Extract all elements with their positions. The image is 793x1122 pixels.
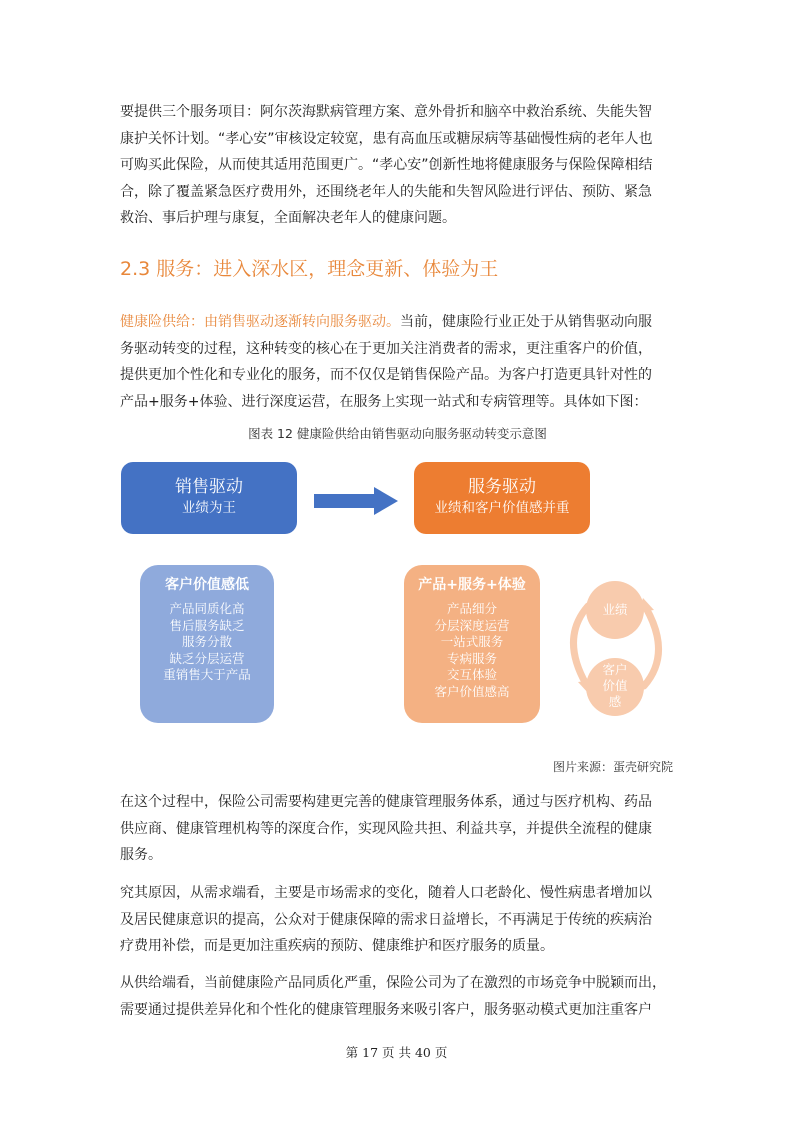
low-value-item: 重销售大于产品 bbox=[163, 667, 251, 682]
low-value-item: 售后服务缺乏 bbox=[169, 617, 245, 633]
supply-line: 务驱动转变的过程，这种转变的核心在于更加关注消费者的需求，更注重客户的价值， bbox=[120, 340, 652, 357]
supply-paragraph bbox=[120, 309, 675, 415]
supply-line: 提供更加个性化和专业化的服务，而不仅仅是销售保险产品。为客户打造更具针对性的 bbox=[120, 367, 652, 383]
service-driven-title: 服务驱动 bbox=[468, 477, 536, 497]
low-value-item: 产品同质化高 bbox=[169, 601, 245, 616]
right-arrow-icon bbox=[312, 486, 402, 516]
process-line: 在这个过程中，保险公司需要构建更完善的健康管理服务体系，通过与医疗机构、药品 bbox=[120, 794, 652, 810]
intro-line: 康护关怀计划。“孝心安”审核设定较宽，患有高血压或糖尿病等基础慢性病的老年人也 bbox=[120, 130, 653, 147]
product-service-card bbox=[404, 565, 540, 723]
demand-paragraph bbox=[120, 880, 675, 960]
customer-value-line: 客户 bbox=[602, 662, 628, 677]
supply-line: 产品+服务+体验、进行深度运营，在服务上实现一站式和专病管理等。具体如下图： bbox=[120, 393, 648, 410]
low-value-card bbox=[140, 565, 274, 723]
figure-caption: 图表 12 健康险供给由销售驱动向服务驱动转变示意图 bbox=[248, 426, 547, 441]
customer-value-line: 感 bbox=[608, 694, 622, 709]
process-line: 供应商、健康管理机构等的深度合作，实现风险共担、利益共享，并提供全流程的健康 bbox=[120, 820, 652, 837]
intro-line: 救治、事后护理与康复，全面解决老年人的健康问题。 bbox=[120, 210, 456, 226]
section-heading: 2.3 服务：进入深水区，理念更新、体验为王 bbox=[120, 258, 499, 280]
customer-value-circle bbox=[586, 658, 644, 716]
product-service-item: 客户价值感高 bbox=[434, 683, 510, 699]
low-value-title: 客户价值感低 bbox=[165, 577, 249, 593]
supply-side-line: 从供给端看，当前健康险产品同质化严重，保险公司为了在激烈的市场竞争中脱颖而出， bbox=[120, 975, 666, 991]
demand-line: 疗费用补偿，而是更加注重疾病的预防、健康维护和医疗服务的质量。 bbox=[120, 938, 554, 954]
service-driven-subtitle: 业绩和客户价值感并重 bbox=[434, 500, 570, 516]
supply-side-line: 需要通过提供差异化和个性化的健康管理服务来吸引客户，服务驱动模式更加注重客户 bbox=[120, 1001, 652, 1018]
supply-line-rest: 当前，健康险行业正处于从销售驱动向服 bbox=[400, 314, 652, 330]
product-service-item: 交互体验 bbox=[446, 667, 497, 682]
process-line: 服务。 bbox=[120, 847, 162, 863]
product-service-item: 分层深度运营 bbox=[434, 617, 510, 633]
supply-side-paragraph bbox=[120, 970, 675, 1023]
demand-line: 及居民健康意识的提高，公众对于健康保障的需求日益增长，不再满足于传统的疾病治 bbox=[120, 911, 652, 928]
performance-circle: 业绩 bbox=[586, 581, 644, 639]
customer-value-line: 价值 bbox=[602, 678, 628, 693]
process-paragraph bbox=[120, 789, 675, 869]
supply-line bbox=[120, 309, 675, 336]
sales-driven-subtitle: 业绩为王 bbox=[182, 500, 236, 516]
supply-lead-text: 健康险供给：由销售驱动逐渐转向服务驱动。 bbox=[120, 314, 400, 330]
product-service-item: 产品细分 bbox=[446, 601, 497, 616]
figure-source: 图片来源：蛋壳研究院 bbox=[552, 760, 673, 774]
service-driven-box bbox=[414, 462, 590, 534]
intro-paragraph bbox=[120, 99, 675, 232]
product-service-item: 专病服务 bbox=[446, 650, 497, 666]
sales-driven-box bbox=[121, 462, 297, 534]
intro-line: 合，除了覆盖紧急医疗费用外，还围绕老年人的失能和失智风险进行评估、预防、紧急 bbox=[120, 183, 652, 200]
sales-driven-title: 销售驱动 bbox=[175, 477, 243, 497]
intro-line: 要提供三个服务项目：阿尔茨海默病管理方案、意外骨折和脑卒中救治系统、失能失智 bbox=[120, 104, 652, 120]
product-service-title: 产品+服务+体验 bbox=[418, 577, 526, 593]
product-service-item: 一站式服务 bbox=[440, 634, 504, 649]
demand-line: 究其原因，从需求端看，主要是市场需求的变化，随着人口老龄化、慢性病患者增加以 bbox=[120, 885, 652, 901]
page-number-footer: 第 17 页 共 40 页 bbox=[345, 1045, 448, 1060]
low-value-item: 服务分散 bbox=[181, 634, 232, 649]
intro-line: 可购买此保险，从而使其适用范围更广。“孝心安”创新性地将健康服务与保险保障相结 bbox=[120, 157, 653, 173]
low-value-item: 缺乏分层运营 bbox=[169, 650, 245, 666]
